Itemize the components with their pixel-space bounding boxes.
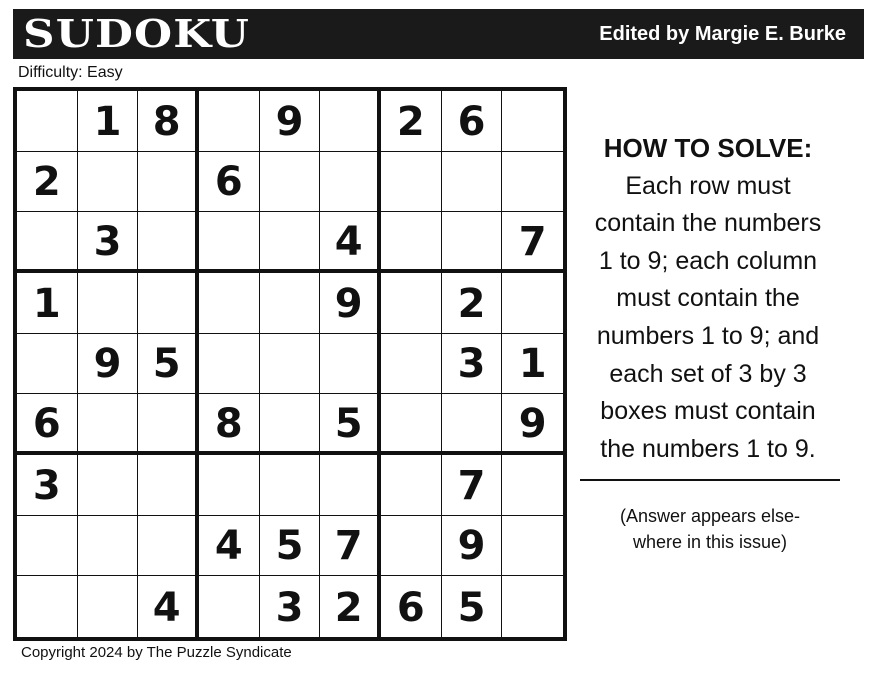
sudoku-cell: 4 xyxy=(320,212,381,273)
sudoku-cell[interactable] xyxy=(78,394,139,455)
sudoku-cell[interactable] xyxy=(381,273,442,334)
sudoku-cell[interactable] xyxy=(442,394,503,455)
sudoku-cell[interactable] xyxy=(502,91,563,152)
answer-note-line: (Answer appears else- xyxy=(619,506,801,526)
sudoku-cell[interactable] xyxy=(381,212,442,273)
sudoku-cell[interactable] xyxy=(17,91,78,152)
sudoku-cell[interactable] xyxy=(381,516,442,577)
sudoku-cell[interactable] xyxy=(17,334,78,395)
sudoku-cell[interactable] xyxy=(138,516,199,577)
answer-note-line: where in this issue) xyxy=(632,532,788,552)
instruction-line: contain the numbers xyxy=(594,209,822,238)
sudoku-cell: 6 xyxy=(442,91,503,152)
sudoku-cell: 3 xyxy=(442,334,503,395)
sudoku-cell[interactable] xyxy=(502,516,563,577)
sudoku-cell[interactable] xyxy=(320,455,381,516)
instruction-line: each set of 3 by 3 xyxy=(609,359,807,388)
sudoku-cell[interactable] xyxy=(17,516,78,577)
sudoku-cell: 3 xyxy=(17,455,78,516)
sudoku-cell: 1 xyxy=(17,273,78,334)
instruction-line: the numbers 1 to 9. xyxy=(600,434,816,463)
sudoku-cell: 9 xyxy=(78,334,139,395)
sudoku-cell: 7 xyxy=(320,516,381,577)
sudoku-cell[interactable] xyxy=(17,576,78,637)
instruction-line: 1 to 9; each column xyxy=(598,246,818,275)
sudoku-cell: 5 xyxy=(260,516,321,577)
sudoku-cell: 9 xyxy=(442,516,503,577)
sudoku-cell[interactable] xyxy=(381,455,442,516)
sudoku-cell: 1 xyxy=(502,334,563,395)
sudoku-cell[interactable] xyxy=(381,334,442,395)
sudoku-cell: 9 xyxy=(320,273,381,334)
sudoku-cell[interactable] xyxy=(260,394,321,455)
copyright-notice: Copyright 2024 by The Puzzle Syndicate xyxy=(21,644,292,661)
sudoku-cell[interactable] xyxy=(138,152,199,213)
instruction-line: boxes must contain xyxy=(600,397,816,426)
sudoku-cell: 6 xyxy=(381,576,442,637)
editor-credit: Edited by Margie E. Burke xyxy=(599,23,846,45)
sudoku-cell: 9 xyxy=(260,91,321,152)
sudoku-cell: 4 xyxy=(199,516,260,577)
sudoku-grid xyxy=(13,87,567,641)
sudoku-cell[interactable] xyxy=(17,212,78,273)
sudoku-cell[interactable] xyxy=(502,576,563,637)
sudoku-cell[interactable] xyxy=(320,152,381,213)
sudoku-cell[interactable] xyxy=(78,516,139,577)
sudoku-cell[interactable] xyxy=(199,576,260,637)
sudoku-cell: 5 xyxy=(138,334,199,395)
sudoku-cell: 8 xyxy=(138,91,199,152)
sudoku-cell: 6 xyxy=(199,152,260,213)
sudoku-cell: 3 xyxy=(260,576,321,637)
sudoku-cell: 3 xyxy=(78,212,139,273)
sudoku-cell[interactable] xyxy=(442,152,503,213)
sudoku-cell[interactable] xyxy=(260,212,321,273)
divider-line xyxy=(580,479,840,481)
sudoku-cell[interactable] xyxy=(502,152,563,213)
sudoku-cell: 5 xyxy=(320,394,381,455)
sudoku-cell[interactable] xyxy=(199,455,260,516)
instruction-line: Each row must xyxy=(625,171,791,200)
sudoku-cell[interactable] xyxy=(320,334,381,395)
sudoku-cell[interactable] xyxy=(138,212,199,273)
sudoku-cell[interactable] xyxy=(199,273,260,334)
sudoku-cell: 7 xyxy=(442,455,503,516)
sudoku-cell[interactable] xyxy=(442,212,503,273)
sudoku-cell: 2 xyxy=(381,91,442,152)
sudoku-cell: 5 xyxy=(442,576,503,637)
difficulty-label: Difficulty: Easy xyxy=(18,64,123,81)
sudoku-cell: 1 xyxy=(78,91,139,152)
sudoku-cell[interactable] xyxy=(138,455,199,516)
sudoku-cell: 6 xyxy=(17,394,78,455)
sudoku-cell: 7 xyxy=(502,212,563,273)
answer-note xyxy=(580,503,840,555)
how-to-solve-title: HOW TO SOLVE: xyxy=(603,133,813,163)
sudoku-cell[interactable] xyxy=(260,273,321,334)
sudoku-cell[interactable] xyxy=(502,455,563,516)
sudoku-cell[interactable] xyxy=(320,91,381,152)
sudoku-cell[interactable] xyxy=(78,455,139,516)
header-bar xyxy=(13,9,864,59)
instruction-line: numbers 1 to 9; and xyxy=(596,321,820,350)
sudoku-cell: 2 xyxy=(17,152,78,213)
sudoku-cell[interactable] xyxy=(138,273,199,334)
sudoku-cell[interactable] xyxy=(199,334,260,395)
sudoku-cell[interactable] xyxy=(381,152,442,213)
sudoku-cell[interactable] xyxy=(199,91,260,152)
sudoku-cell[interactable] xyxy=(199,212,260,273)
sudoku-cell[interactable] xyxy=(260,334,321,395)
sudoku-cell[interactable] xyxy=(78,273,139,334)
sudoku-cell: 8 xyxy=(199,394,260,455)
sudoku-cell[interactable] xyxy=(260,152,321,213)
sudoku-cell[interactable] xyxy=(138,394,199,455)
sudoku-cell[interactable] xyxy=(78,152,139,213)
sudoku-cell[interactable] xyxy=(260,455,321,516)
sudoku-cell: 2 xyxy=(320,576,381,637)
sudoku-cell: 2 xyxy=(442,273,503,334)
sudoku-cell[interactable] xyxy=(502,273,563,334)
sudoku-cell: 4 xyxy=(138,576,199,637)
sudoku-cell: 9 xyxy=(502,394,563,455)
sudoku-logo: SUDOKU xyxy=(23,11,251,56)
sudoku-cell[interactable] xyxy=(78,576,139,637)
sudoku-cell[interactable] xyxy=(381,394,442,455)
instruction-line: must contain the xyxy=(616,284,800,313)
how-to-solve-instructions xyxy=(574,130,842,468)
